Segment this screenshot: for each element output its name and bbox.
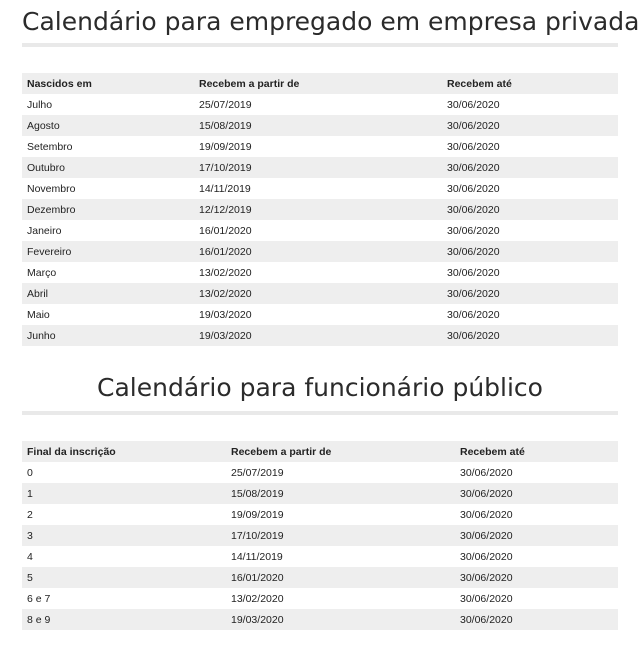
end-date-cell: 30/06/2020 (455, 567, 618, 588)
end-date-cell: 30/06/2020 (442, 157, 618, 178)
start-date-cell: 17/10/2019 (226, 525, 455, 546)
final-digit-cell: 0 (22, 462, 226, 483)
end-date-cell: 30/06/2020 (442, 136, 618, 157)
start-date-cell: 19/09/2019 (194, 136, 442, 157)
end-date-cell: 30/06/2020 (455, 525, 618, 546)
public-calendar-title: Calendário para funcionário público (97, 373, 543, 402)
end-date-cell: 30/06/2020 (455, 588, 618, 609)
start-date-cell: 17/10/2019 (194, 157, 442, 178)
end-date-cell: 30/06/2020 (455, 504, 618, 525)
start-date-cell: 15/08/2019 (226, 483, 455, 504)
start-date-cell: 13/02/2020 (226, 588, 455, 609)
born-month-cell: Setembro (22, 136, 194, 157)
table-row (22, 304, 618, 325)
final-digit-cell: 5 (22, 567, 226, 588)
column-header-until: Recebem até (455, 441, 618, 462)
private-title-divider (22, 43, 618, 47)
table-row (22, 609, 618, 630)
final-digit-cell: 1 (22, 483, 226, 504)
born-month-cell: Abril (22, 283, 194, 304)
final-digit-cell: 4 (22, 546, 226, 567)
table-row (22, 525, 618, 546)
start-date-cell: 14/11/2019 (226, 546, 455, 567)
final-digit-cell: 3 (22, 525, 226, 546)
end-date-cell: 30/06/2020 (442, 241, 618, 262)
start-date-cell: 13/02/2020 (194, 283, 442, 304)
end-date-cell: 30/06/2020 (442, 94, 618, 115)
table-row (22, 588, 618, 609)
born-month-cell: Novembro (22, 178, 194, 199)
end-date-cell: 30/06/2020 (455, 609, 618, 630)
start-date-cell: 14/11/2019 (194, 178, 442, 199)
table-row (22, 157, 618, 178)
start-date-cell: 19/09/2019 (226, 504, 455, 525)
public-calendar-table (22, 441, 618, 630)
born-month-cell: Fevereiro (22, 241, 194, 262)
table-row (22, 241, 618, 262)
end-date-cell: 30/06/2020 (442, 283, 618, 304)
born-month-cell: Outubro (22, 157, 194, 178)
start-date-cell: 15/08/2019 (194, 115, 442, 136)
start-date-cell: 19/03/2020 (194, 325, 442, 346)
end-date-cell: 30/06/2020 (455, 483, 618, 504)
end-date-cell: 30/06/2020 (455, 546, 618, 567)
start-date-cell: 16/01/2020 (194, 220, 442, 241)
table-row (22, 199, 618, 220)
born-month-cell: Janeiro (22, 220, 194, 241)
end-date-cell: 30/06/2020 (442, 178, 618, 199)
end-date-cell: 30/06/2020 (455, 462, 618, 483)
table-row (22, 115, 618, 136)
table-row (22, 283, 618, 304)
table-row (22, 220, 618, 241)
start-date-cell: 19/03/2020 (226, 609, 455, 630)
public-title-divider (22, 411, 618, 415)
end-date-cell: 30/06/2020 (442, 304, 618, 325)
start-date-cell: 25/07/2019 (226, 462, 455, 483)
private-calendar-table (22, 73, 618, 346)
start-date-cell: 25/07/2019 (194, 94, 442, 115)
column-header-from: Recebem a partir de (226, 441, 455, 462)
end-date-cell: 30/06/2020 (442, 199, 618, 220)
table-row (22, 462, 618, 483)
start-date-cell: 13/02/2020 (194, 262, 442, 283)
table-row (22, 94, 618, 115)
born-month-cell: Agosto (22, 115, 194, 136)
column-header-from: Recebem a partir de (194, 73, 442, 94)
table-header-row (22, 73, 618, 94)
end-date-cell: 30/06/2020 (442, 262, 618, 283)
table-row (22, 136, 618, 157)
column-header-until: Recebem até (442, 73, 618, 94)
start-date-cell: 16/01/2020 (194, 241, 442, 262)
table-row (22, 483, 618, 504)
column-header-digit: Final da inscrição (22, 441, 226, 462)
table-row (22, 504, 618, 525)
born-month-cell: Dezembro (22, 199, 194, 220)
born-month-cell: Junho (22, 325, 194, 346)
table-row (22, 325, 618, 346)
table-row (22, 262, 618, 283)
table-header-row (22, 441, 618, 462)
table-row (22, 546, 618, 567)
born-month-cell: Maio (22, 304, 194, 325)
table-row (22, 567, 618, 588)
start-date-cell: 16/01/2020 (226, 567, 455, 588)
start-date-cell: 12/12/2019 (194, 199, 442, 220)
born-month-cell: Julho (22, 94, 194, 115)
start-date-cell: 19/03/2020 (194, 304, 442, 325)
private-calendar-title: Calendário para empregado em empresa privada (22, 7, 640, 36)
born-month-cell: Março (22, 262, 194, 283)
final-digit-cell: 8 e 9 (22, 609, 226, 630)
end-date-cell: 30/06/2020 (442, 325, 618, 346)
end-date-cell: 30/06/2020 (442, 115, 618, 136)
final-digit-cell: 2 (22, 504, 226, 525)
column-header-born: Nascidos em (22, 73, 194, 94)
end-date-cell: 30/06/2020 (442, 220, 618, 241)
final-digit-cell: 6 e 7 (22, 588, 226, 609)
table-row (22, 178, 618, 199)
